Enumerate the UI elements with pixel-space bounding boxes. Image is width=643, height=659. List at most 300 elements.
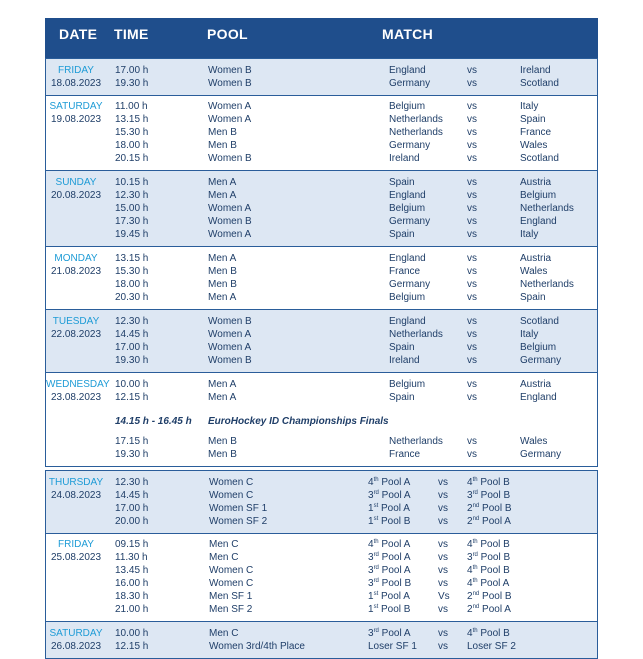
ordinal-suffix: rd — [373, 578, 379, 584]
match-time: 17.00 h — [115, 503, 149, 514]
home-team: Loser SF 1 — [368, 641, 417, 652]
ordinal-number: 2 — [467, 591, 473, 602]
day-name: THURSDAY — [48, 477, 104, 488]
away-team: Austria — [520, 177, 552, 188]
match-row — [46, 341, 597, 354]
match-row — [46, 640, 597, 653]
vs-label: vs — [467, 355, 477, 366]
vs-label: vs — [467, 216, 477, 227]
match-pool: Women A — [208, 101, 252, 112]
match-row — [46, 113, 597, 126]
away-team — [467, 627, 510, 640]
match-pool: Men A — [208, 392, 237, 403]
match-time: 19.30 h — [115, 355, 149, 366]
ordinal-number: 3 — [467, 552, 473, 563]
match-pool: Women SF 2 — [209, 516, 268, 527]
match-time: 12.15 h — [115, 641, 149, 652]
pool-ref: Pool A — [378, 490, 411, 501]
day-date: 23.08.2023 — [50, 392, 102, 403]
match-time: 15.30 h — [115, 127, 149, 138]
day-date: 24.08.2023 — [50, 490, 102, 501]
ordinal-number: 2 — [467, 604, 473, 615]
home-team: England — [389, 190, 426, 201]
table-header — [45, 18, 598, 58]
vs-label: vs — [438, 578, 448, 589]
vs-label: vs — [467, 436, 477, 447]
day-block — [45, 310, 598, 373]
match-pool: Women C — [209, 477, 254, 488]
match-time: 19.30 h — [115, 78, 149, 89]
match-time: 15.30 h — [115, 266, 149, 277]
home-team: Belgium — [389, 203, 426, 214]
match-row — [46, 189, 597, 202]
note-time: 14.15 h - 16.45 h — [115, 416, 192, 427]
home-team: Netherlands — [389, 436, 443, 447]
vs-label: vs — [467, 316, 477, 327]
header-pool: POOL — [207, 26, 248, 42]
away-team: England — [520, 216, 557, 227]
match-row — [46, 139, 597, 152]
match-pool: Women B — [208, 153, 252, 164]
match-row — [46, 202, 597, 215]
match-row — [46, 100, 597, 113]
match-time: 18.00 h — [115, 279, 149, 290]
match-pool: Women B — [208, 65, 252, 76]
day-name: WEDNESDAY — [46, 379, 110, 390]
pool-ref: Pool B — [477, 552, 511, 563]
ordinal-suffix: th — [472, 539, 478, 545]
match-row — [46, 215, 597, 228]
ordinal-number: 4 — [368, 539, 374, 550]
match-pool: Women B — [208, 216, 252, 227]
home-team: Netherlands — [389, 329, 443, 340]
ordinal-number: 4 — [467, 477, 473, 488]
ordinal-suffix: st — [373, 503, 379, 509]
match-time: 17.30 h — [115, 216, 149, 227]
match-row — [46, 627, 597, 640]
match-pool: Men C — [209, 552, 239, 563]
ordinal-number: 4 — [368, 477, 374, 488]
away-team: France — [520, 127, 552, 138]
day-date: 20.08.2023 — [50, 190, 102, 201]
vs-label: vs — [467, 190, 477, 201]
away-team: Spain — [520, 114, 546, 125]
away-team: Italy — [520, 101, 539, 112]
match-pool: Men B — [208, 127, 237, 138]
vs-label: vs — [467, 253, 477, 264]
home-team: France — [389, 266, 421, 277]
ordinal-suffix: th — [373, 477, 379, 483]
vs-label: vs — [467, 379, 477, 390]
vs-label: vs — [438, 604, 448, 615]
ordinal-number: 2 — [467, 503, 473, 514]
vs-label: vs — [467, 101, 477, 112]
ordinal-suffix: th — [472, 477, 478, 483]
home-team: France — [389, 449, 421, 460]
match-pool: Women A — [208, 203, 252, 214]
match-row — [46, 378, 597, 391]
vs-label: vs — [467, 127, 477, 138]
match-row — [46, 489, 597, 502]
home-team — [368, 476, 410, 489]
away-team: Germany — [520, 449, 562, 460]
match-pool: Women B — [208, 316, 252, 327]
home-team: Germany — [389, 78, 431, 89]
pool-ref: Pool B — [477, 477, 510, 488]
vs-label: vs — [438, 490, 448, 501]
match-row — [46, 152, 597, 165]
pool-ref: Pool A — [477, 578, 510, 589]
match-pool: Men B — [208, 449, 237, 460]
home-team: England — [389, 65, 426, 76]
match-pool: Women B — [208, 355, 252, 366]
match-row — [46, 278, 597, 291]
away-team — [467, 476, 510, 489]
match-pool: Men A — [208, 177, 237, 188]
match-row — [46, 391, 597, 404]
day-block — [45, 470, 598, 534]
vs-label: vs — [438, 477, 448, 488]
day-date: 26.08.2023 — [50, 641, 102, 652]
vs-label: vs — [438, 516, 448, 527]
match-pool: Men C — [209, 628, 239, 639]
ordinal-number: 3 — [368, 490, 374, 501]
match-pool: Women C — [209, 565, 254, 576]
match-pool: Men C — [209, 539, 239, 550]
match-row — [46, 176, 597, 189]
away-team — [467, 564, 510, 577]
ordinal-suffix: rd — [472, 490, 478, 496]
home-team: Spain — [389, 342, 415, 353]
pool-ref: Pool A — [378, 628, 411, 639]
home-team — [368, 515, 410, 528]
match-pool: Women A — [208, 114, 252, 125]
away-team: Scotland — [520, 153, 559, 164]
match-pool: Men A — [208, 292, 237, 303]
away-team — [467, 577, 509, 590]
away-team: Austria — [520, 379, 552, 390]
ordinal-number: 3 — [368, 578, 374, 589]
away-team — [467, 502, 512, 515]
day-date: 22.08.2023 — [50, 329, 102, 340]
ordinal-number: 1 — [368, 591, 374, 602]
away-team — [467, 590, 512, 603]
match-row — [46, 126, 597, 139]
match-time: 10.00 h — [115, 628, 149, 639]
match-row — [46, 538, 597, 551]
home-team — [368, 577, 411, 590]
match-time: 14.45 h — [115, 490, 149, 501]
day-name: FRIDAY — [58, 539, 94, 550]
home-team — [368, 489, 411, 502]
home-team — [368, 627, 411, 640]
vs-label: vs — [467, 229, 477, 240]
away-team — [467, 551, 510, 564]
home-team: Belgium — [389, 101, 426, 112]
match-time: 11.30 h — [115, 552, 148, 563]
pool-ref: Pool B — [378, 604, 411, 615]
match-time: 12.30 h — [115, 190, 149, 201]
match-time: 13.15 h — [115, 253, 149, 264]
ordinal-suffix: nd — [472, 604, 480, 610]
header-date: DATE — [59, 26, 98, 42]
ordinal-number: 3 — [467, 490, 473, 501]
home-team: Belgium — [389, 379, 426, 390]
pool-ref: Pool B — [378, 578, 412, 589]
vs-label: vs — [467, 279, 477, 290]
home-team — [368, 551, 411, 564]
pool-ref: Pool B — [477, 539, 510, 550]
day-block — [45, 171, 598, 247]
vs-label: vs — [467, 140, 477, 151]
away-team: Ireland — [520, 65, 551, 76]
match-row — [46, 564, 597, 577]
match-time: 20.30 h — [115, 292, 149, 303]
ordinal-number: 2 — [467, 516, 473, 527]
pool-ref: Pool A — [479, 516, 511, 527]
day-name: MONDAY — [54, 253, 98, 264]
header-time: TIME — [114, 26, 149, 42]
match-pool: Women 3rd/4th Place — [209, 641, 305, 652]
header-match: MATCH — [382, 26, 434, 42]
note-text: EuroHockey ID Championships Finals — [208, 416, 389, 427]
match-time: 17.15 h — [115, 436, 149, 447]
ordinal-number: 4 — [467, 539, 473, 550]
match-pool: Women A — [208, 342, 252, 353]
away-team — [467, 603, 511, 616]
ordinal-number: 1 — [368, 516, 374, 527]
home-team: Spain — [389, 229, 415, 240]
day-block — [45, 373, 598, 467]
pool-ref: Pool B — [477, 490, 511, 501]
home-team: Germany — [389, 216, 431, 227]
day-block — [45, 58, 598, 96]
pool-ref: Pool B — [477, 628, 510, 639]
pool-ref: Pool A — [378, 477, 411, 488]
home-team: England — [389, 316, 426, 327]
match-pool: Women A — [208, 229, 252, 240]
day-name: SUNDAY — [55, 177, 97, 188]
match-row — [46, 435, 597, 448]
pool-ref: Pool B — [479, 591, 512, 602]
match-row — [46, 502, 597, 515]
day-name: FRIDAY — [58, 65, 94, 76]
match-time: 13.45 h — [115, 565, 149, 576]
home-team: Ireland — [389, 355, 420, 366]
match-time: 17.00 h — [115, 65, 149, 76]
away-team — [467, 515, 511, 528]
match-pool: Men A — [208, 379, 237, 390]
match-time: 10.15 h — [115, 177, 149, 188]
away-team: Wales — [520, 436, 548, 447]
day-date: 21.08.2023 — [50, 266, 102, 277]
match-pool: Women A — [208, 329, 252, 340]
ordinal-suffix: th — [472, 578, 478, 584]
ordinal-number: 1 — [368, 604, 374, 615]
away-team: Loser SF 2 — [467, 641, 516, 652]
vs-label: vs — [438, 641, 448, 652]
match-pool: Women B — [208, 78, 252, 89]
day-block — [45, 247, 598, 310]
day-block — [45, 622, 598, 659]
match-pool: Men B — [208, 266, 237, 277]
pool-ref: Pool A — [479, 604, 511, 615]
match-row — [46, 64, 597, 77]
ordinal-suffix: nd — [472, 503, 480, 509]
match-pool: Men A — [208, 253, 237, 264]
match-time: 12.30 h — [115, 316, 149, 327]
vs-label: vs — [467, 266, 477, 277]
ordinal-suffix: rd — [373, 490, 379, 496]
ordinal-number: 3 — [368, 565, 374, 576]
home-team — [368, 564, 411, 577]
home-team: England — [389, 253, 426, 264]
ordinal-suffix: nd — [472, 516, 480, 522]
home-team: Germany — [389, 140, 431, 151]
match-time: 18.30 h — [115, 591, 149, 602]
ordinal-number: 4 — [467, 628, 473, 639]
vs-label: Vs — [438, 591, 450, 602]
ordinal-suffix: rd — [373, 628, 379, 634]
vs-label: vs — [467, 392, 477, 403]
ordinal-suffix: th — [472, 628, 478, 634]
away-team: Austria — [520, 253, 552, 264]
match-row — [46, 476, 597, 489]
day-block — [45, 533, 598, 622]
pool-ref: Pool A — [378, 565, 411, 576]
pool-ref: Pool A — [378, 591, 410, 602]
home-team — [368, 603, 410, 616]
vs-label: vs — [467, 153, 477, 164]
vs-label: vs — [467, 329, 477, 340]
ordinal-suffix: st — [373, 516, 379, 522]
home-team — [368, 502, 410, 515]
match-row — [46, 590, 597, 603]
ordinal-number: 4 — [467, 578, 473, 589]
vs-label: vs — [467, 177, 477, 188]
vs-label: vs — [467, 114, 477, 125]
away-team: Belgium — [520, 342, 557, 353]
pool-ref: Pool A — [378, 539, 411, 550]
home-team — [368, 538, 410, 551]
match-time: 19.30 h — [115, 449, 149, 460]
vs-label: vs — [467, 342, 477, 353]
match-time: 17.00 h — [115, 342, 149, 353]
pool-ref: Pool B — [378, 516, 411, 527]
match-pool: Men B — [208, 140, 237, 151]
ordinal-number: 3 — [368, 628, 374, 639]
ordinal-suffix: st — [373, 591, 379, 597]
match-row — [46, 228, 597, 241]
away-team: Italy — [520, 229, 539, 240]
home-team: Germany — [389, 279, 431, 290]
away-team: Belgium — [520, 190, 557, 201]
away-team: Netherlands — [520, 203, 574, 214]
match-time: 12.15 h — [115, 392, 149, 403]
match-row — [46, 252, 597, 265]
vs-label: vs — [438, 503, 448, 514]
match-time: 20.00 h — [115, 516, 149, 527]
vs-label: vs — [438, 552, 448, 563]
vs-label: vs — [438, 628, 448, 639]
day-date: 19.08.2023 — [50, 114, 102, 125]
match-time: 15.00 h — [115, 203, 149, 214]
away-team: Scotland — [520, 316, 559, 327]
match-time: 21.00 h — [115, 604, 149, 615]
vs-label: vs — [467, 292, 477, 303]
match-pool: Men SF 2 — [209, 604, 253, 615]
away-team: Germany — [520, 355, 562, 366]
match-time: 10.00 h — [115, 379, 149, 390]
match-pool: Women C — [209, 490, 254, 501]
home-team: Netherlands — [389, 114, 443, 125]
away-team — [467, 538, 510, 551]
away-team: Spain — [520, 292, 546, 303]
pool-ref: Pool A — [378, 503, 410, 514]
home-team: Ireland — [389, 153, 420, 164]
ordinal-number: 3 — [368, 552, 374, 563]
match-pool: Men B — [208, 436, 237, 447]
match-time: 16.00 h — [115, 578, 149, 589]
away-team: England — [520, 392, 557, 403]
match-time: 09.15 h — [115, 539, 149, 550]
match-pool: Women SF 1 — [209, 503, 268, 514]
home-team: Belgium — [389, 292, 426, 303]
match-time: 12.30 h — [115, 477, 149, 488]
day-name: SATURDAY — [49, 101, 103, 112]
pool-ref: Pool B — [479, 503, 512, 514]
match-pool: Men SF 1 — [209, 591, 253, 602]
vs-label: vs — [467, 78, 477, 89]
ordinal-suffix: nd — [472, 591, 480, 597]
ordinal-suffix: st — [373, 604, 379, 610]
day-name: TUESDAY — [52, 316, 100, 327]
match-row — [46, 315, 597, 328]
away-team: Netherlands — [520, 279, 574, 290]
vs-label: vs — [467, 449, 477, 460]
match-row — [46, 448, 597, 461]
ordinal-suffix: rd — [373, 552, 379, 558]
home-team: Spain — [389, 177, 415, 188]
vs-label: vs — [467, 65, 477, 76]
day-date: 18.08.2023 — [50, 78, 102, 89]
match-time: 13.15 h — [115, 114, 149, 125]
match-row — [46, 603, 597, 616]
away-team: Wales — [520, 266, 548, 277]
ordinal-number: 4 — [467, 565, 473, 576]
home-team — [368, 590, 410, 603]
match-row — [46, 77, 597, 90]
ordinal-suffix: th — [373, 539, 379, 545]
match-row — [46, 265, 597, 278]
ordinal-suffix: rd — [472, 552, 478, 558]
match-row — [46, 291, 597, 304]
vs-label: vs — [438, 539, 448, 550]
match-row — [46, 354, 597, 367]
ordinal-number: 1 — [368, 503, 374, 514]
day-name: SATURDAY — [49, 628, 103, 639]
match-time: 19.45 h — [115, 229, 149, 240]
vs-label: vs — [467, 203, 477, 214]
home-team: Netherlands — [389, 127, 443, 138]
vs-label: vs — [438, 565, 448, 576]
match-time: 18.00 h — [115, 140, 149, 151]
pool-ref: Pool B — [477, 565, 510, 576]
ordinal-suffix: th — [472, 565, 478, 571]
match-time: 20.15 h — [115, 153, 149, 164]
away-team — [467, 489, 510, 502]
match-pool: Men B — [208, 279, 237, 290]
